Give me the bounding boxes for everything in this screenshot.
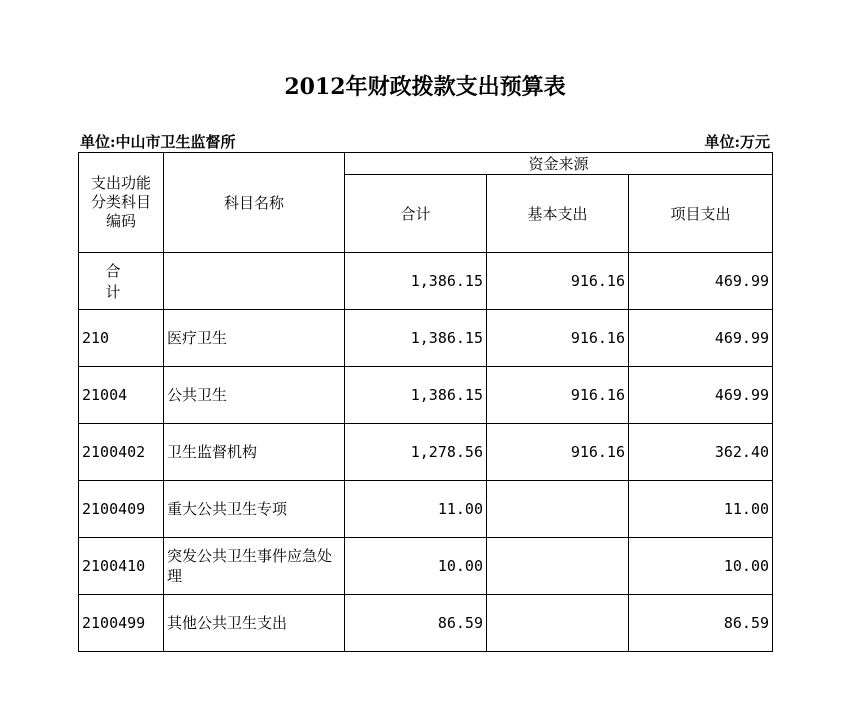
table-row bbox=[79, 424, 773, 481]
total-label: 合 计 bbox=[79, 253, 164, 310]
header-code-line: 编码 bbox=[105, 212, 136, 230]
row-basic bbox=[487, 538, 629, 595]
header-row-top bbox=[79, 153, 773, 175]
row-code: 210 bbox=[79, 310, 164, 367]
currency-unit-label: 单位:万元 bbox=[704, 133, 770, 151]
row-project: 10.00 bbox=[629, 538, 773, 595]
row-basic: 916.16 bbox=[487, 367, 629, 424]
row-subtotal: 1,278.56 bbox=[345, 424, 487, 481]
total-basic: 916.16 bbox=[487, 253, 629, 310]
total-row bbox=[79, 253, 773, 310]
row-name: 公共卫生 bbox=[164, 367, 345, 424]
header-funding-source: 资金来源 bbox=[345, 153, 773, 175]
row-project: 362.40 bbox=[629, 424, 773, 481]
row-code: 2100409 bbox=[79, 481, 164, 538]
row-basic: 916.16 bbox=[487, 424, 629, 481]
row-name: 医疗卫生 bbox=[164, 310, 345, 367]
total-subtotal: 1,386.15 bbox=[345, 253, 487, 310]
table-row bbox=[79, 310, 773, 367]
total-name-empty bbox=[164, 253, 345, 310]
header-code bbox=[79, 153, 164, 253]
header-project-expenditure: 项目支出 bbox=[629, 175, 773, 253]
row-subtotal: 1,386.15 bbox=[345, 367, 487, 424]
row-basic bbox=[487, 595, 629, 652]
table-row bbox=[79, 481, 773, 538]
row-subtotal: 11.00 bbox=[345, 481, 487, 538]
row-code: 2100410 bbox=[79, 538, 164, 595]
total-project: 469.99 bbox=[629, 253, 773, 310]
row-subtotal: 86.59 bbox=[345, 595, 487, 652]
row-code: 21004 bbox=[79, 367, 164, 424]
row-name: 卫生监督机构 bbox=[164, 424, 345, 481]
page-title: 2012年财政拨款支出预算表 bbox=[284, 74, 566, 100]
row-project: 11.00 bbox=[629, 481, 773, 538]
row-name: 突发公共卫生事件应急处理 bbox=[164, 538, 345, 595]
row-subtotal: 10.00 bbox=[345, 538, 487, 595]
row-subtotal: 1,386.15 bbox=[345, 310, 487, 367]
header-code-line: 分类科目 bbox=[90, 193, 151, 211]
budget-table bbox=[78, 152, 773, 652]
table-row bbox=[79, 367, 773, 424]
header-code-line: 支出功能 bbox=[90, 174, 151, 192]
table-row bbox=[79, 595, 773, 652]
header-subject-name: 科目名称 bbox=[164, 153, 345, 253]
row-project: 469.99 bbox=[629, 367, 773, 424]
row-basic: 916.16 bbox=[487, 310, 629, 367]
table-row bbox=[79, 538, 773, 595]
header-basic-expenditure: 基本支出 bbox=[487, 175, 629, 253]
row-name: 重大公共卫生专项 bbox=[164, 481, 345, 538]
row-project: 86.59 bbox=[629, 595, 773, 652]
row-project: 469.99 bbox=[629, 310, 773, 367]
organization-label: 单位:中山市卫生监督所 bbox=[80, 133, 236, 151]
row-basic bbox=[487, 481, 629, 538]
row-code: 2100402 bbox=[79, 424, 164, 481]
row-code: 2100499 bbox=[79, 595, 164, 652]
row-name: 其他公共卫生支出 bbox=[164, 595, 345, 652]
header-subtotal: 合计 bbox=[345, 175, 487, 253]
